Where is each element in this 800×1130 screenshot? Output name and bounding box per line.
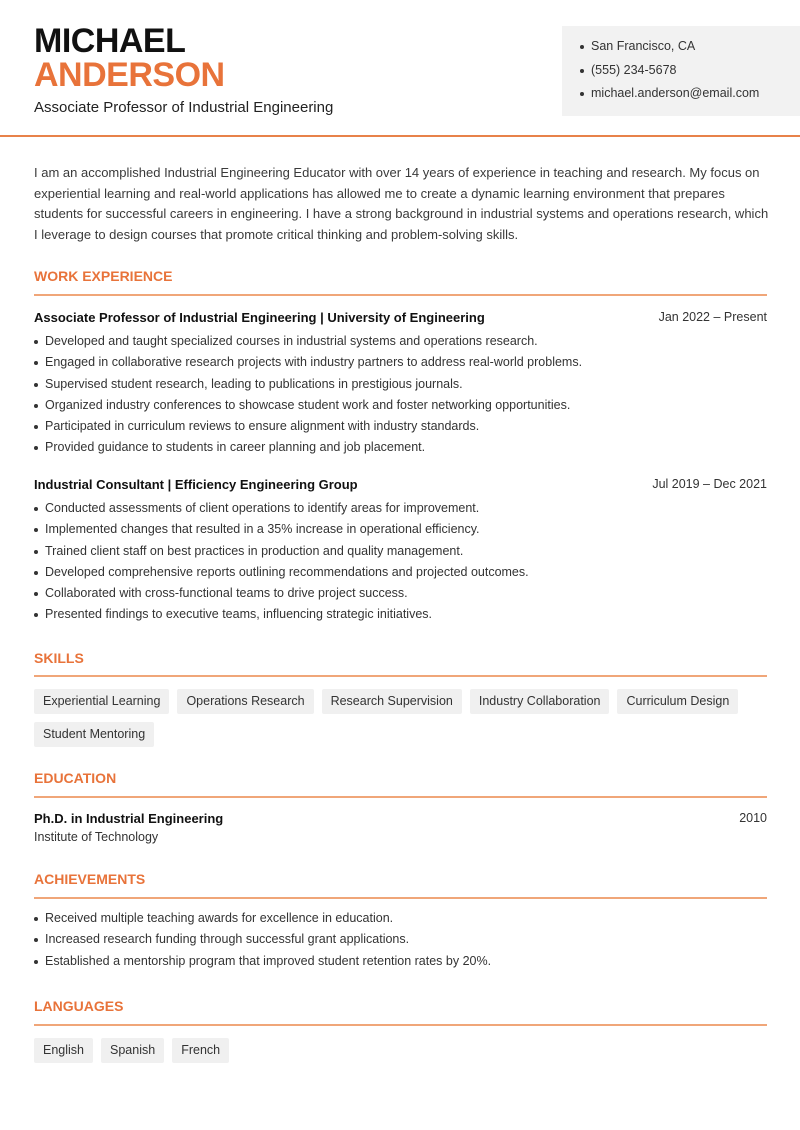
list-item: Engaged in collaborative research projects with industry partners to address real-world problems. [34, 354, 767, 375]
section-divider [34, 897, 767, 899]
section-title-skills: SKILLS [34, 650, 84, 666]
professional-summary: I am an accomplished Industrial Engineering Educator with over 14 years of experience in teaching and research. My focus on experiential learning and real-world applications has allowed me to create a dynamic learning environment that prepares students for successful careers in engineering. I have a strong background in industrial systems and operations research, which I leverage to design courses that promote critical thinking and problem-solving skills. [34, 165, 769, 243]
bullet-icon [34, 960, 38, 964]
education-school: Institute of Technology [34, 830, 159, 844]
skill-tag: Industry Collaboration [470, 689, 610, 714]
bullet-icon [34, 917, 38, 921]
section-title-work: WORK EXPERIENCE [34, 268, 173, 284]
bullet-icon [34, 613, 38, 617]
section-divider [34, 675, 767, 677]
contact-email: michael.anderson@email.com [580, 85, 800, 109]
list-item: Developed and taught specialized courses in industrial systems and operations research. [34, 333, 767, 354]
bullet-icon [34, 340, 38, 344]
list-item: Received multiple teaching awards for excellence in education. [34, 910, 767, 931]
list-item: Conducted assessments of client operations to identify areas for improvement. [34, 500, 767, 521]
section-divider [34, 1024, 767, 1026]
bullet-icon [34, 550, 38, 554]
education-entry [34, 811, 767, 844]
contact-phone: (555) 234-5678 [580, 62, 800, 86]
job-heading: Associate Professor of Industrial Engineering | University of Engineering [34, 309, 485, 325]
last-name: ANDERSON [34, 56, 225, 94]
list-item: Presented findings to executive teams, influencing strategic initiatives. [34, 606, 767, 627]
job-dates: Jan 2022 – Present [658, 310, 767, 324]
list-item: Increased research funding through successful grant applications. [34, 931, 767, 952]
section-divider [34, 294, 767, 296]
section-title-languages: LANGUAGES [34, 998, 124, 1014]
skill-tag: Experiential Learning [34, 689, 169, 714]
bullet-icon [580, 45, 584, 49]
first-name: MICHAEL [34, 22, 186, 60]
contact-box [562, 26, 800, 116]
list-item: Implemented changes that resulted in a 35% increase in operational efficiency. [34, 521, 767, 542]
education-degree: Ph.D. in Industrial Engineering [34, 811, 224, 826]
bullet-icon [34, 383, 38, 387]
bullet-icon [34, 425, 38, 429]
bullet-icon [34, 592, 38, 596]
list-item: Participated in curriculum reviews to ensure alignment with industry standards. [34, 418, 767, 439]
bullet-icon [34, 361, 38, 365]
section-title-achievements: ACHIEVEMENTS [34, 871, 146, 887]
job-entry [34, 474, 767, 628]
job-title-subtitle: Associate Professor of Industrial Engineering [34, 99, 334, 116]
job-bullets [34, 500, 767, 628]
skills-tags [34, 689, 774, 747]
list-item: Developed comprehensive reports outlining recommendations and projected outcomes. [34, 564, 767, 585]
job-dates: Jul 2019 – Dec 2021 [652, 477, 767, 491]
bullet-icon [34, 938, 38, 942]
bullet-icon [34, 507, 38, 511]
contact-location: San Francisco, CA [580, 38, 800, 62]
list-item: Provided guidance to students in career planning and job placement. [34, 439, 767, 460]
language-tag: French [172, 1038, 229, 1063]
bullet-icon [580, 92, 584, 96]
candidate-name [34, 24, 225, 92]
job-entry [34, 307, 767, 461]
bullet-icon [34, 571, 38, 575]
bullet-icon [34, 528, 38, 532]
bullet-icon [34, 446, 38, 450]
skill-tag: Curriculum Design [617, 689, 738, 714]
language-tag: English [34, 1038, 93, 1063]
job-bullets [34, 333, 767, 461]
language-tags [34, 1038, 774, 1063]
resume-header [0, 0, 800, 137]
skill-tag: Operations Research [177, 689, 313, 714]
achievements-list [34, 910, 767, 974]
bullet-icon [34, 404, 38, 408]
list-item: Collaborated with cross-functional teams to drive project success. [34, 585, 767, 606]
bullet-icon [580, 69, 584, 73]
job-heading: Industrial Consultant | Efficiency Engineering Group [34, 476, 358, 492]
section-divider [34, 796, 767, 798]
section-title-education: EDUCATION [34, 770, 117, 786]
skill-tag: Research Supervision [322, 689, 462, 714]
language-tag: Spanish [101, 1038, 164, 1063]
education-year: 2010 [739, 811, 767, 825]
list-item: Organized industry conferences to showcase student work and foster networking opportunities. [34, 397, 767, 418]
list-item: Established a mentorship program that improved student retention rates by 20%. [34, 953, 767, 974]
skill-tag: Student Mentoring [34, 722, 154, 747]
list-item: Trained client staff on best practices in production and quality management. [34, 543, 767, 564]
list-item: Supervised student research, leading to publications in prestigious journals. [34, 376, 767, 397]
